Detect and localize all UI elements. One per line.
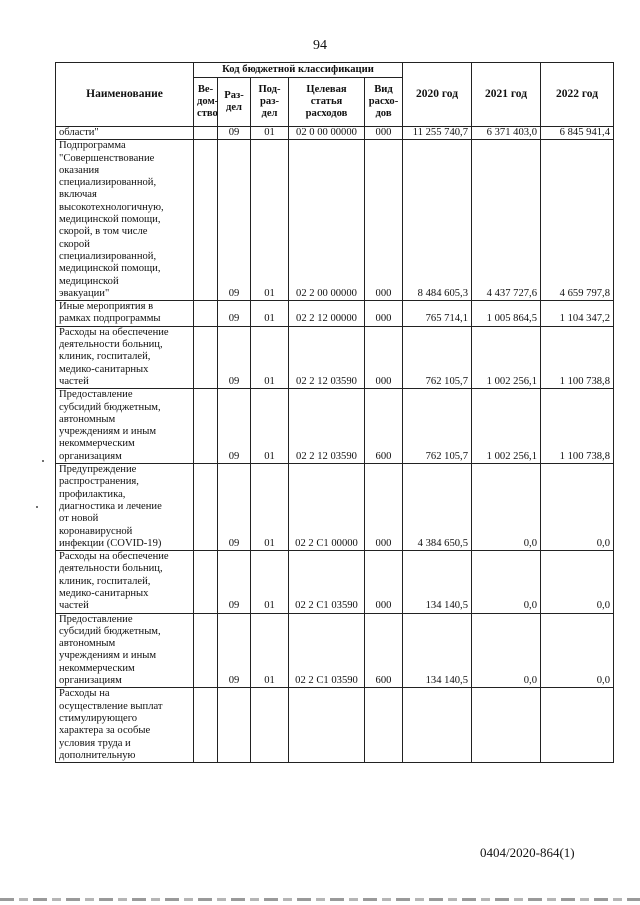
row-name-line: автономным [59, 638, 116, 650]
cell-value-2020: 134 140,5 [403, 551, 472, 613]
scan-speck [36, 506, 38, 508]
cell-value-2022: 6 845 941,4 [541, 127, 614, 140]
row-name-line: частей [59, 375, 89, 387]
row-name-line: субсидий бюджетным, [59, 401, 161, 413]
row-name-line: оказания [59, 164, 100, 176]
row-name-line: учреждениям и иным [59, 426, 157, 438]
cell-podrazdel: 01 [251, 389, 289, 464]
row-name-line: Подпрограмма [59, 140, 126, 152]
row-name-line: медицинской помощи, [59, 263, 161, 275]
row-name-line: рамках подпрограммы [59, 313, 161, 325]
table-row [56, 140, 614, 301]
row-name-line: области" [59, 127, 99, 138]
row-name-line: скорой, в том числе [59, 226, 148, 238]
row-name [56, 301, 194, 327]
cell-vedomstvo [194, 551, 218, 613]
cell-expense-type: 000 [365, 464, 403, 551]
cell-razdel: 09 [218, 140, 251, 301]
row-name-line: Расходы на обеспечение [59, 326, 169, 338]
cell-razdel: 09 [218, 551, 251, 613]
row-name-line: деятельности больниц, [59, 563, 163, 575]
cell-expense-type: 000 [365, 301, 403, 327]
cell-value-2021: 0,0 [472, 551, 541, 613]
row-name-line: клиник, госпиталей, [59, 575, 151, 587]
cell-expense-type: 600 [365, 613, 403, 688]
cell-vedomstvo [194, 613, 218, 688]
row-name-line: клиник, госпиталей, [59, 351, 151, 363]
cell-value-2021: 1 005 864,5 [472, 301, 541, 327]
cell-value-2020: 11 255 740,7 [403, 127, 472, 140]
row-name-line: субсидий бюджетным, [59, 625, 161, 637]
row-name-line: медицинской [59, 275, 119, 287]
row-name-line: эвакуации" [59, 287, 110, 299]
cell-target-article: 02 2 12 03590 [289, 389, 365, 464]
cell-podrazdel: 01 [251, 551, 289, 613]
cell-value-2020: 762 105,7 [403, 326, 472, 388]
row-name-line: деятельности больниц, [59, 339, 163, 351]
cell-target-article: 02 2 C1 03590 [289, 613, 365, 688]
cell-value-2020: 762 105,7 [403, 389, 472, 464]
cell-value-2021: 0,0 [472, 613, 541, 688]
cell-target-article [289, 688, 365, 763]
cell-expense-type: 000 [365, 551, 403, 613]
cell-vedomstvo [194, 301, 218, 327]
cell-podrazdel: 01 [251, 127, 289, 140]
row-name-line: Предупреждение [59, 464, 137, 476]
table-header [56, 63, 614, 127]
row-name-line: от новой [59, 513, 99, 525]
cell-vedomstvo [194, 140, 218, 301]
row-name-line: частей [59, 600, 89, 612]
table-row [56, 613, 614, 688]
row-name-line: медико-санитарных [59, 363, 149, 375]
row-name-line: Иные мероприятия в [59, 301, 154, 313]
row-name-line: осуществление выплат [59, 700, 163, 712]
header-name: Наименование [56, 63, 194, 127]
cell-target-article: 02 2 12 00000 [289, 301, 365, 327]
table-row [56, 127, 614, 140]
cell-value-2020: 765 714,1 [403, 301, 472, 327]
cell-value-2020 [403, 688, 472, 763]
cell-expense-type: 000 [365, 140, 403, 301]
header-expense-type: Вид расхо- дов [365, 78, 403, 127]
cell-podrazdel: 01 [251, 326, 289, 388]
header-year-2020: 2020 год [403, 63, 472, 127]
budget-table [55, 62, 614, 763]
table-row [56, 326, 614, 388]
cell-value-2022: 1 104 347,2 [541, 301, 614, 327]
row-name-line: Предоставление [59, 389, 133, 401]
row-name-line: организациям [59, 675, 122, 687]
cell-razdel [218, 688, 251, 763]
document-code: 0404/2020-864(1) [480, 845, 575, 860]
table-body [56, 127, 614, 763]
cell-podrazdel: 01 [251, 140, 289, 301]
cell-razdel: 09 [218, 301, 251, 327]
row-name [56, 613, 194, 688]
row-name-line: организациям [59, 450, 122, 462]
table-row [56, 464, 614, 551]
cell-target-article: 02 2 12 03590 [289, 326, 365, 388]
cell-vedomstvo [194, 127, 218, 140]
cell-expense-type [365, 688, 403, 763]
cell-expense-type: 000 [365, 127, 403, 140]
cell-value-2022: 1 100 738,8 [541, 389, 614, 464]
cell-vedomstvo [194, 464, 218, 551]
cell-expense-type: 000 [365, 326, 403, 388]
cell-razdel: 09 [218, 464, 251, 551]
header-podrazdel: Под- раз- дел [251, 78, 289, 127]
row-name-line: Предоставление [59, 613, 133, 625]
cell-razdel: 09 [218, 326, 251, 388]
scan-edge-artifact [0, 898, 640, 901]
cell-value-2021: 0,0 [472, 464, 541, 551]
row-name-line: специализированной, [59, 177, 157, 189]
row-name-line: "Совершенствование [59, 152, 155, 164]
row-name-line: специализированной, [59, 250, 157, 262]
cell-value-2020: 4 384 650,5 [403, 464, 472, 551]
row-name-line: Расходы на обеспечение [59, 551, 169, 563]
row-name-line: медицинской помощи, [59, 214, 161, 226]
cell-vedomstvo [194, 688, 218, 763]
cell-value-2020: 8 484 605,3 [403, 140, 472, 301]
cell-target-article: 02 0 00 00000 [289, 127, 365, 140]
row-name-line: распространения, [59, 476, 139, 488]
row-name-line: условия труда и [59, 737, 131, 749]
cell-value-2022: 1 100 738,8 [541, 326, 614, 388]
cell-value-2022: 0,0 [541, 551, 614, 613]
cell-value-2022: 0,0 [541, 613, 614, 688]
row-name-line: медико-санитарных [59, 587, 149, 599]
cell-podrazdel: 01 [251, 464, 289, 551]
page-number: 94 [313, 38, 327, 53]
cell-target-article: 02 2 C1 03590 [289, 551, 365, 613]
row-name-line: коронавирусной [59, 525, 133, 537]
row-name-line: автономным [59, 413, 116, 425]
table-row [56, 301, 614, 327]
row-name-line: высокотехнологичную, [59, 201, 164, 213]
cell-value-2021 [472, 688, 541, 763]
row-name-line: диагностика и лечение [59, 500, 162, 512]
row-name-line: стимулирующего [59, 712, 138, 724]
table-row [56, 688, 614, 763]
cell-value-2022: 0,0 [541, 464, 614, 551]
cell-podrazdel: 01 [251, 613, 289, 688]
row-name-line: дополнительную [59, 749, 136, 761]
cell-podrazdel [251, 688, 289, 763]
row-name-line: профилактика, [59, 488, 126, 500]
cell-vedomstvo [194, 389, 218, 464]
header-year-2022: 2022 год [541, 63, 614, 127]
cell-value-2021: 6 371 403,0 [472, 127, 541, 140]
cell-razdel: 09 [218, 389, 251, 464]
cell-razdel: 09 [218, 613, 251, 688]
row-name [56, 127, 194, 140]
row-name-line: инфекции (COVID-19) [59, 537, 162, 549]
row-name-line: характера за особые [59, 725, 151, 737]
row-name [56, 464, 194, 551]
row-name-line: некоммерческим [59, 662, 135, 674]
header-razdel: Раз- дел [218, 78, 251, 127]
cell-value-2021: 4 437 727,6 [472, 140, 541, 301]
cell-podrazdel: 01 [251, 301, 289, 327]
scan-speck [42, 460, 44, 462]
cell-razdel: 09 [218, 127, 251, 140]
header-year-2021: 2021 год [472, 63, 541, 127]
row-name-line: учреждениям и иным [59, 650, 157, 662]
row-name [56, 326, 194, 388]
table-row [56, 551, 614, 613]
header-target-article: Целевая статья расходов [289, 78, 365, 127]
row-name [56, 551, 194, 613]
row-name-line: некоммерческим [59, 438, 135, 450]
row-name [56, 688, 194, 763]
row-name-line: скорой [59, 238, 90, 250]
cell-value-2021: 1 002 256,1 [472, 326, 541, 388]
table-row [56, 389, 614, 464]
cell-value-2020: 134 140,5 [403, 613, 472, 688]
row-name-line: Расходы на [59, 688, 110, 700]
row-name [56, 389, 194, 464]
cell-target-article: 02 2 C1 00000 [289, 464, 365, 551]
cell-value-2021: 1 002 256,1 [472, 389, 541, 464]
cell-expense-type: 600 [365, 389, 403, 464]
cell-target-article: 02 2 00 00000 [289, 140, 365, 301]
cell-value-2022 [541, 688, 614, 763]
header-classification-group: Код бюджетной классификации [194, 63, 403, 78]
cell-vedomstvo [194, 326, 218, 388]
cell-value-2022: 4 659 797,8 [541, 140, 614, 301]
header-vedomstvo: Ве- дом- ство [194, 78, 218, 127]
row-name [56, 140, 194, 301]
row-name-line: включая [59, 189, 97, 201]
